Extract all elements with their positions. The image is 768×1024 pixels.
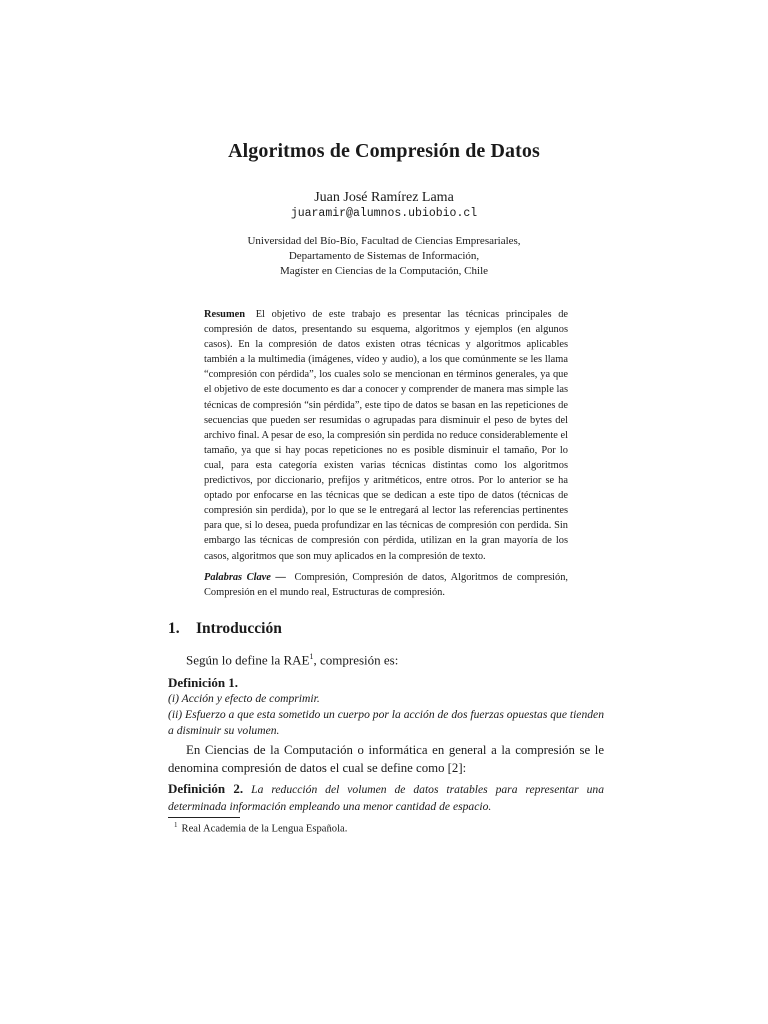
body-paragraph: En Ciencias de la Computación o informática en general a la compresión se le denomina compresión de datos el cual se define como [2]: [168,743,604,775]
intro-text-after: , compresión es: [313,652,399,668]
abstract-text: El objetivo de este trabajo es presentar las técnicas principales de compresión de datos, presentando su esquema, algoritmos y ejemplos (en algunos casos). En la compresión de datos existen otras técnicas y algoritmos aplicables también a la multimedia (imágenes, vídeo y audio), a los que comúnmente se les llama “compresión con pérdida”, los cuales solo se mencionan en términos generales, ya que el objetivo de este documento es dar a conocer y comprender de manera mas simple las técnicas de compresión “sin pérdida”, este tipo de datos se basan en las repeticiones de secuencias que pueden ser resumidas o agrupadas para disminuir el peso de bytes del archivo final. A pesar de eso, la compresión sin perdida no reduce considerablemente el tamaño, ya que si hay pocas repeticiones no es posible disminuir el tamaño, Por lo cual, para esta categoría existen varias técnicas distintas como los algoritmos predictivos, por diccionario, prefijos y aritméticos, entre otros. Por lo anterior se ha optado por enfocarse en las técnicas que se dedican a este tipo de datos (técnicas de compresión sin perdida), por lo que se le entregará al lector las referencias pertinentes para que, si lo desea, pueda profundizar en las técnicas de compresión con perdida. Sin embargo las técnicas de compresión con pérdida, utilizan en la gran mayoría de los casos, algoritmos que son muy aplicados en la compresión de texto. [204,309,568,562]
footnote-text: Real Academia de la Lengua Española. [181,823,348,835]
definition-1-line-1: (i) Acción y efecto de comprimir. [168,692,320,705]
paper-title: Algoritmos de Compresión de Datos [228,140,540,162]
affiliation-line: Magíster en Ciencias de la Computación, Chile [279,265,489,277]
definition-2 [168,780,604,815]
definition-1 [168,675,604,739]
footnote-rule [168,817,240,818]
abstract-label: Resumen [204,309,245,320]
author-name: Juan José Ramírez Lama [314,190,454,205]
affiliation-line: Departamento de Sistemas de Información, [288,250,480,262]
affiliation [0,234,768,279]
keywords-text: Compresión, Compresión de datos, Algoritmos de compresión, Compresión en el mundo real, Estructuras de compresión. [204,572,568,598]
definition-1-heading: Definición 1. [168,675,239,690]
intro-paragraph [186,652,606,668]
section-heading [168,620,282,638]
keywords-label: Palabras Clave — [204,572,286,583]
definition-2-heading: Definición 2. [168,781,244,796]
footnote-mark: 1 [174,821,178,829]
intro-text-before: Según lo define la RAE [186,652,310,668]
definition-2-text: La reducción del volumen de datos tratables para representar una determinada información empleando una menor cantidad de espacio. [168,783,604,813]
footnote-reference[interactable]: 1 [309,652,314,661]
affiliation-line: Universidad del Bío-Bío, Facultad de Ciencias Empresariales, [247,235,521,247]
footnote [174,821,347,835]
author-email: juaramir@alumnos.ubiobio.cl [290,207,478,220]
abstract [204,307,568,564]
section-number: 1. [168,620,180,637]
section-title: Introducción [196,620,282,637]
definition-1-line-2: (ii) Esfuerzo a que esta sometido un cuerpo por la acción de dos fuerzas opuestas que tienden a disminuir su volumen. [168,708,604,737]
keywords [204,570,568,600]
